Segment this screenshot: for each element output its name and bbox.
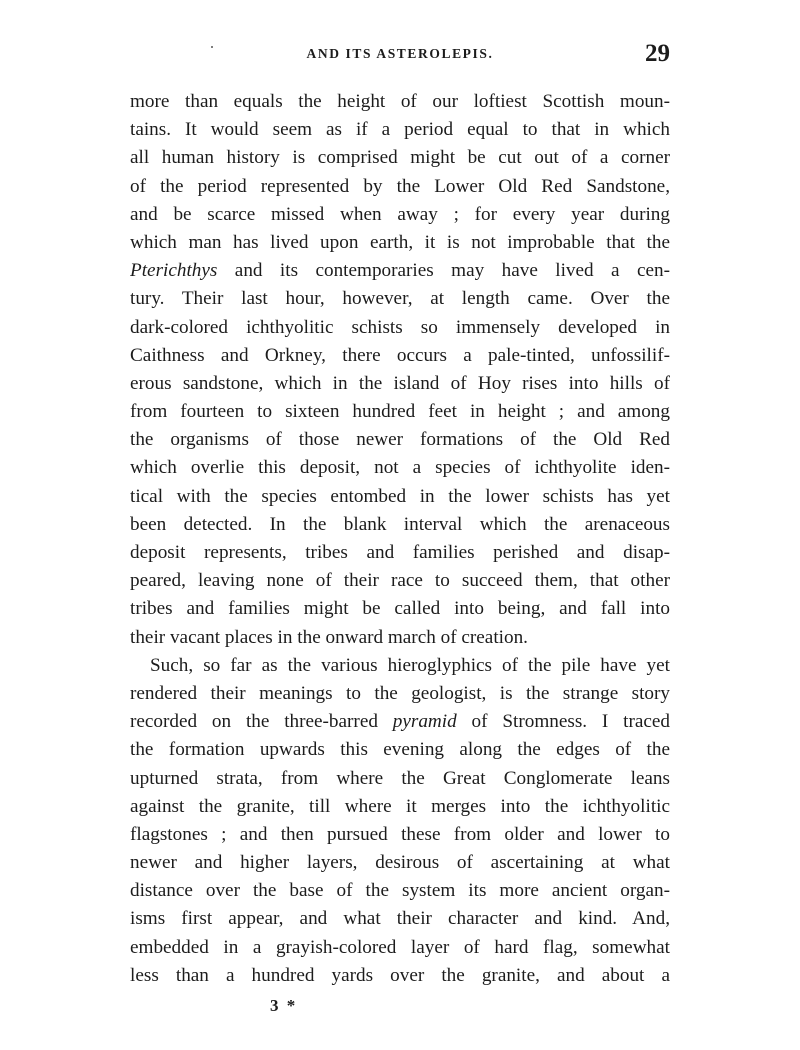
print-speck xyxy=(211,46,213,48)
text-line: more than equals the height of our loftiest Scottish moun- xyxy=(130,91,670,112)
running-head xyxy=(130,40,670,70)
text-line: all human history is comprised might be cut out of a corner xyxy=(130,147,670,169)
running-title: AND ITS ASTEROLEPIS. xyxy=(306,46,494,61)
text-line: against the granite, till where it merges into the ichthyolitic xyxy=(130,795,670,817)
text-line: upturned strata, from where the Great Conglomerate leans xyxy=(130,767,670,789)
italic-word: pyramid xyxy=(392,711,457,733)
text-line: which man has lived upon earth, it is not improbable that the xyxy=(130,231,670,253)
signature-mark: 3 * xyxy=(270,996,298,1015)
text-line: distance over the base of the system its more ancient organ- xyxy=(130,880,670,902)
paragraph-2 xyxy=(130,652,670,990)
text-line: dark-colored ichthyolitic schists so immensely developed in xyxy=(130,316,670,338)
text-line: of the period represented by the Lower Old Red Sandstone, xyxy=(130,175,670,197)
text-line: erous sandstone, which in the island of Hoy rises into hills of xyxy=(130,372,670,394)
text-line: rendered their meanings to the geologist, is the strange story xyxy=(130,682,670,704)
page-number: 29 xyxy=(645,40,670,67)
paragraph-1 xyxy=(130,88,670,652)
text-line: newer and higher layers, desirous of ascertaining at what xyxy=(130,852,670,874)
body-text xyxy=(130,88,670,990)
text-line: the formation upwards this evening along the edges of the xyxy=(130,739,670,761)
text-line: isms first appear, and what their character and kind. And, xyxy=(130,908,670,930)
text-line: tury. Their last hour, however, at length came. Over the xyxy=(130,288,670,310)
text-line: the organisms of those newer formations of the Old Red xyxy=(130,429,670,451)
text-line: Pterichthys and its contemporaries may have lived a cen- xyxy=(130,260,670,282)
text-line: their vacant places in the onward march of creation. xyxy=(130,626,528,648)
text-line: which overlie this deposit, not a species of ichthyolite iden- xyxy=(130,457,670,479)
text-line: deposit represents, tribes and families perished and disap- xyxy=(130,542,670,563)
text-line: flagstones ; and then pursued these from older and lower to xyxy=(130,823,670,845)
text-line: Such, so far as the various hieroglyphics of the pile have yet xyxy=(150,654,670,676)
text-line: embedded in a grayish-colored layer of hard flag, somewhat xyxy=(130,936,670,958)
text-line: less than a hundred yards over the granite, and about a xyxy=(130,964,670,986)
text-line: been detected. In the blank interval which the arenaceous xyxy=(130,513,670,535)
text-line: tribes and families might be called into being, and fall into xyxy=(130,598,670,620)
text-line: from fourteen to sixteen hundred feet in height ; and among xyxy=(130,401,670,423)
text-line: recorded on the three-barred pyramid of Stromness. I traced xyxy=(130,711,670,733)
italic-genus-name: Pterichthys xyxy=(130,260,218,282)
text-line: and be scarce missed when away ; for every year during xyxy=(130,203,670,225)
text-line: Caithness and Orkney, there occurs a pale-tinted, unfossilif- xyxy=(130,344,670,366)
text-line: peared, leaving none of their race to succeed them, that other xyxy=(130,570,670,592)
text-line: tains. It would seem as if a period equal to that in which xyxy=(130,119,670,141)
text-line: tical with the species entombed in the lower schists has yet xyxy=(130,485,670,507)
